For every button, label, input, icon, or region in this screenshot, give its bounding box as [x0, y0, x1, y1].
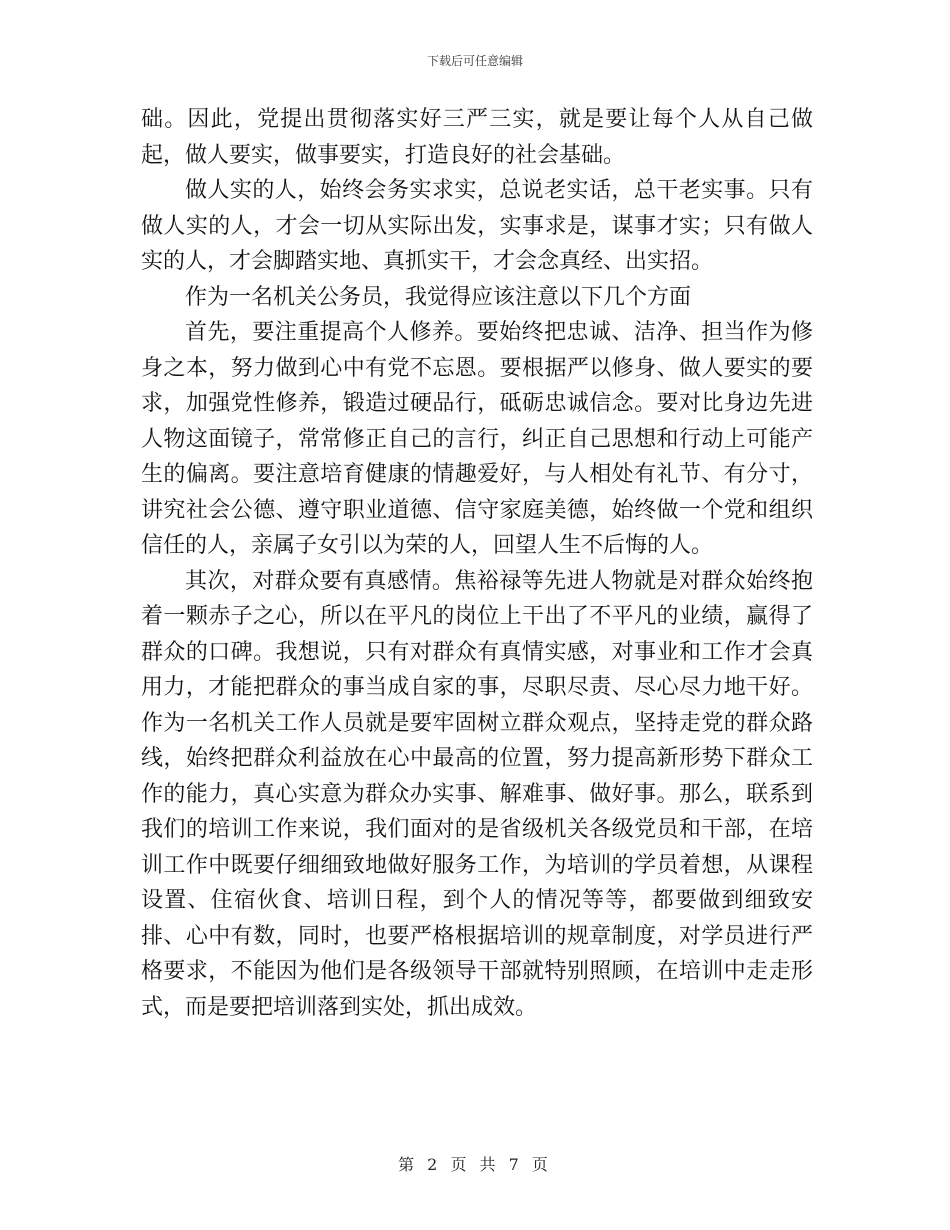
- body-paragraph: 做人实的人，始终会务实求实，总说老实话，总干老实事。只有做人实的人，才会一切从实际出发，实事求是，谋事才实；只有做人实的人，才会脚踏实地、真抓实干，才会念真经、出实招。: [141, 178, 813, 274]
- body-paragraph: 首先，要注重提高个人修养。要始终把忠诚、洁净、担当作为修身之本，努力做到心中有党不忘恩。要根据严以修身、做人要实的要求，加强党性修养，锻造过硬品行，砥砺忠诚信念。要对比身边先进人物这面镜子，常常修正自己的言行，纠正自己思想和行动上可能产生的偏离。要注意培育健康的情趣爱好，与人相处有礼节、有分寸，讲究社会公德、遵守职业道德、信守家庭美德，始终做一个党和组织信任的人，亲属子女引以为荣的人，回望人生不后悔的人。: [141, 320, 813, 558]
- body-paragraph: 作为一名机关公务员，我觉得应该注意以下几个方面: [185, 284, 692, 310]
- page-header: 下载后可任意编辑: [426, 54, 523, 68]
- page-footer: 第 2 页 共 7 页: [398, 1155, 552, 1174]
- body-paragraph: 其次，对群众要有真感情。焦裕禄等先进人物就是对群众始终抱着一颗赤子之心，所以在平凡的岗位上干出了不平凡的业绩，赢得了群众的口碑。我想说，只有对群众有真情实感，对事业和工作才会真用力，才能把群众的事当成自家的事，尽职尽责、尽心尽力地干好。作为一名机关工作人员就是要牢固树立群众观点，坚持走党的群众路线，始终把群众利益放在心中最高的位置，努力提高新形势下群众工作的能力，真心实意为群众办实事、解难事、做好事。那么，联系到我们的培训工作来说，我们面对的是省级机关各级党员和干部，在培训工作中既要仔细细致地做好服务工作，为培训的学员着想，从课程设置、住宿伙食、培训日程，到个人的情况等等，都要做到细致安排、心中有数，同时，也要严格根据培训的规章制度，对学员进行严格要求，不能因为他们是各级领导干部就特别照顾，在培训中走走形式，而是要把培训落到实处，抓出成效。: [141, 568, 813, 1020]
- document-body: [141, 102, 813, 1025]
- body-paragraph: 础。因此，党提出贯彻落实好三严三实，就是要让每个人从自己做起，做人要实，做事要实，打造良好的社会基础。: [141, 107, 813, 168]
